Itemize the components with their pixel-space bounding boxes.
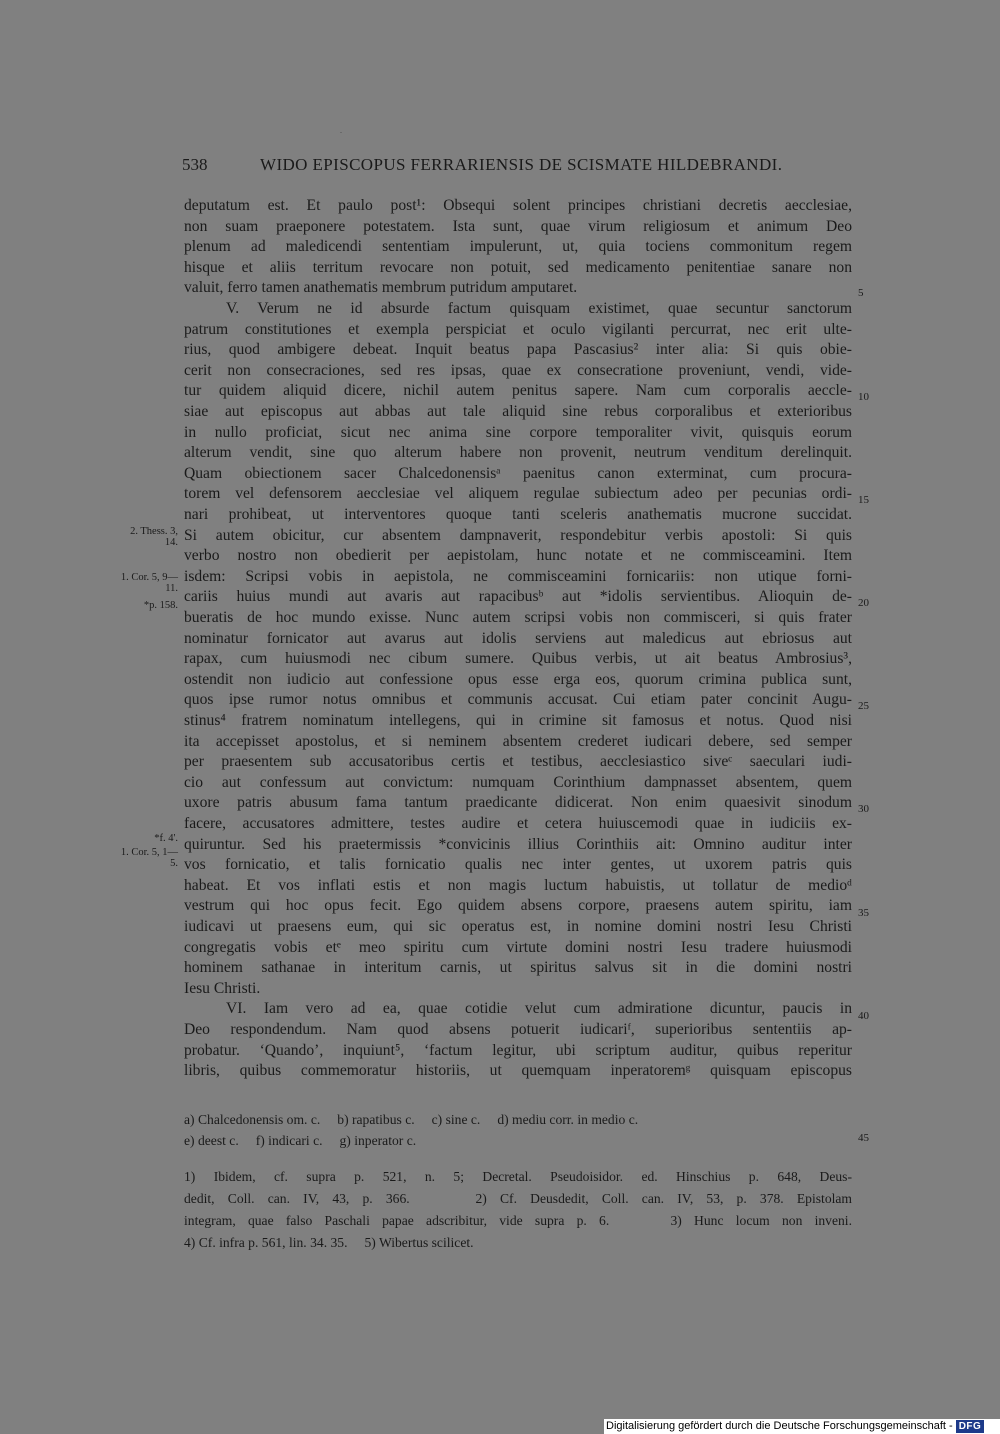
text-line: nominatur fornicator aut avarus aut idolis serviens aut maledicus aut ebriosus aut (184, 629, 852, 647)
text-line: hominem sathanae in interitum carnis, ut spiritus salvus sit in die domini nostri (184, 959, 852, 977)
margin-note: 2. Thess. 3, 14. (130, 526, 178, 548)
text-line: quiruntur. Sed his praetermissis *convicinis illius Corinthiis ait: Omnino auditur inter (184, 835, 852, 853)
text-line: Quam obiectionem sacer Chalcedonensisᵃ paenitus canon exterminat, cum procura- (184, 464, 852, 482)
margin-note: 1. Cor. 5, 1—5. (120, 847, 178, 869)
line-number: 5 (858, 287, 864, 299)
text-line: cerit non consecraciones, sed res ipsas, quae ex consecratione proveniunt, vendi, vide- (184, 361, 852, 379)
running-title: WIDO EPISCOPUS FERRARIENSIS DE SCISMATE HILDEBRANDI. (260, 155, 783, 174)
text-line: verbo nostro non obedierit per aepistolam, hunc notate et ne commisceamini. Item (184, 547, 852, 565)
text-line: iudicavi ut praesens eum, qui sic operatus est, in nomine domini nostri Iesu Christi (184, 918, 852, 935)
text-line: alterum vendit, sine quo alterum habere non provenit, neutrum venditum derelinquit. (184, 444, 852, 462)
apparatus-line-number: 45 (858, 1132, 869, 1144)
digitization-credit-bar (604, 1419, 1000, 1434)
text-line: probatur. ‘Quando’, inquiunt⁵, ‘factum legitur, ubi scriptum auditur, quibus reperitur (184, 1041, 852, 1059)
line-number: 35 (858, 907, 869, 919)
text-line: valuit, ferro tamen anathematis membrum putridum amputaret. (184, 279, 578, 297)
line-number: 30 (858, 803, 869, 815)
footnote-line: 1) Ibidem, cf. supra p. 521, n. 5; Decretal. Pseudoisidor. ed. Hinschius p. 648, Deus- (184, 1169, 852, 1184)
text-line: rapax, cum huiusmodi nec cibum sumere. Quibus verbis, ut ait beatus Ambrosius³, (184, 650, 852, 668)
text-line: hisque et aliis territum revocare non potuit, sed medicamento penitentiae sanare non (184, 258, 852, 276)
line-number: 20 (858, 597, 869, 609)
footnote-line: 4) Cf. infra p. 561, lin. 34. 35. 5) Wibertus scilicet. (184, 1235, 474, 1250)
text-line: cariis huius mundi aut avaris aut rapacibusᵇ aut *idolis servientibus. Alioquin de- (184, 588, 852, 606)
text-line: plenum ad maledicendi sententiam impulerunt, ut, quia tociens commonitum regem (184, 238, 852, 256)
text-line: patrum constitutiones et exempla perspiciat et oculo vigilanti percurrat, nec erit ulte- (184, 320, 852, 338)
margin-note: 1. Cor. 5, 9—11. (120, 572, 178, 594)
apparatus-line: a) Chalcedonensis om. c. b) rapatibus c. c) sine c. d) mediu corr. in medio c. (184, 1112, 639, 1127)
text-line: Si autem obicitur, cur absentem dampnaverit, respondebitur verbis apostoli: Si quis (184, 526, 852, 544)
line-number: 25 (858, 700, 869, 712)
text-line: vestrum qui hoc opus fecit. Ego quidem absens corpore, praesens autem spiritu, iam (184, 897, 852, 915)
text-line: congregatis vobis etᵉ meo spiritu cum virtute domini nostri Iesu tradere huiusmodi (184, 938, 852, 956)
text-line: siae aut episcopus aut abbas aut tale aliquid sine rebus corporalibus et exterioribus (184, 403, 852, 420)
text-line: quos ipse rumor notus omnibus et communis accusat. Cui etiam pater concinit Augu- (184, 691, 852, 709)
text-line: cio aut confessum aut convictum: numquam Corinthium dampnasset absentem, quem (184, 773, 852, 791)
text-line: deputatum est. Et paulo post¹: Obsequi solent principes christiani decretis aecclesiae, (184, 197, 852, 214)
scan-speck (340, 132, 342, 133)
margin-note: *f. 4'. (154, 833, 178, 844)
text-line: per praesentem sub accusatoribus certis et testibus, aecclesiastico siveᶜ saeculari iudi- (184, 753, 852, 771)
text-line: rius, quod ambigere debeat. Inquit beatus papa Pascasius² inter alia: Si quis obie- (184, 341, 852, 359)
text-line: isdem: Scripsi vobis in aepistola, ne commisceamini fornicariis: non utique forni- (184, 567, 852, 585)
text-line: bueratis de hoc mundo exisse. Nunc autem scripsi vobis non commisceri, si quis frater (184, 609, 852, 626)
line-number: 15 (858, 494, 869, 506)
text-line: uxore patris abusum fama tantum praedicante didicerat. Non enim quaesivit sinodum (184, 794, 852, 812)
page-header (182, 155, 852, 175)
text-line: V. Verum ne id absurde factum quisquam existimet, quae secuntur sanctorum (226, 300, 852, 317)
dfg-logo: DFG (956, 1420, 985, 1433)
line-number: 40 (858, 1010, 869, 1022)
line-number: 10 (858, 391, 869, 403)
apparatus-line: e) deest c. f) indicari c. g) inperator c. (184, 1133, 417, 1148)
text-line: Iesu Christi. (184, 979, 261, 997)
text-line: tur quidem aliquid dicere, nichil autem penitus sapere. Nam cum corporalis aeccle- (184, 382, 852, 400)
margin-note: *p. 158. (143, 600, 178, 611)
text-line: non suam praeponere potestatem. Ista sunt, quae virum religiosum et animum Deo (184, 217, 852, 235)
text-line: vos fornicatio, et talis fornicatio qualis nec inter gentes, ut uxorem patris quis (184, 856, 852, 874)
text-line: in nullo proficiat, sicut nec anima sine corpore temporaliter vivit, quisquis eorum (184, 423, 852, 441)
text-line: facere, accusatores admittere, testes audire et cetera huiuscemodi quae in iudiciis ex- (184, 815, 852, 832)
text-line: torem vel defensorem aecclesiae vel aliquem regulae subiectum adeo per pecunias ordi- (184, 485, 852, 503)
footnote-line: dedit, Coll. can. IV, 43, p. 366. 2) Cf. Deusdedit, Coll. can. IV, 53, p. 378. Epistolam (184, 1191, 852, 1206)
text-line: VI. Iam vero ad ea, quae cotidie velut cum admiratione dicuntur, paucis in (226, 1000, 852, 1018)
text-line: nari prohibeat, ut interventores quoque tanti sceleris anathematis mucrone succidat. (184, 506, 852, 523)
footnote-line: integram, quae falso Paschali papae adscribitur, vide supra p. 6. 3) Hunc locum non inveni. (184, 1213, 852, 1228)
credit-text: Digitalisierung gefördert durch die Deutsche Forschungsgemeinschaft - (606, 1420, 953, 1432)
text-line: stinus⁴ fratrem nominatum intellegens, qui in crimine sit famosus et notus. Quod nisi (184, 712, 852, 729)
text-line: Deo respondendum. Nam quod absens potuerit iudicariᶠ, superioribus sententiis ap- (184, 1021, 852, 1038)
page-number: 538 (182, 155, 208, 174)
text-line: libris, quibus commemoratur historiis, ut quemquam inperatoremᵍ quisquam episcopus (184, 1062, 852, 1080)
text-line: ita accepisset apostolus, et si neminem absentem crederet iudicari debere, sed semper (184, 732, 852, 750)
text-line: ostendit non iudicio aut confessione opus esse erga eos, quorum crimina publica sunt, (184, 670, 852, 688)
text-line: habeat. Et vos inflati estis et non magis luctum habuistis, ut tollatur de medioᵈ (184, 876, 852, 894)
